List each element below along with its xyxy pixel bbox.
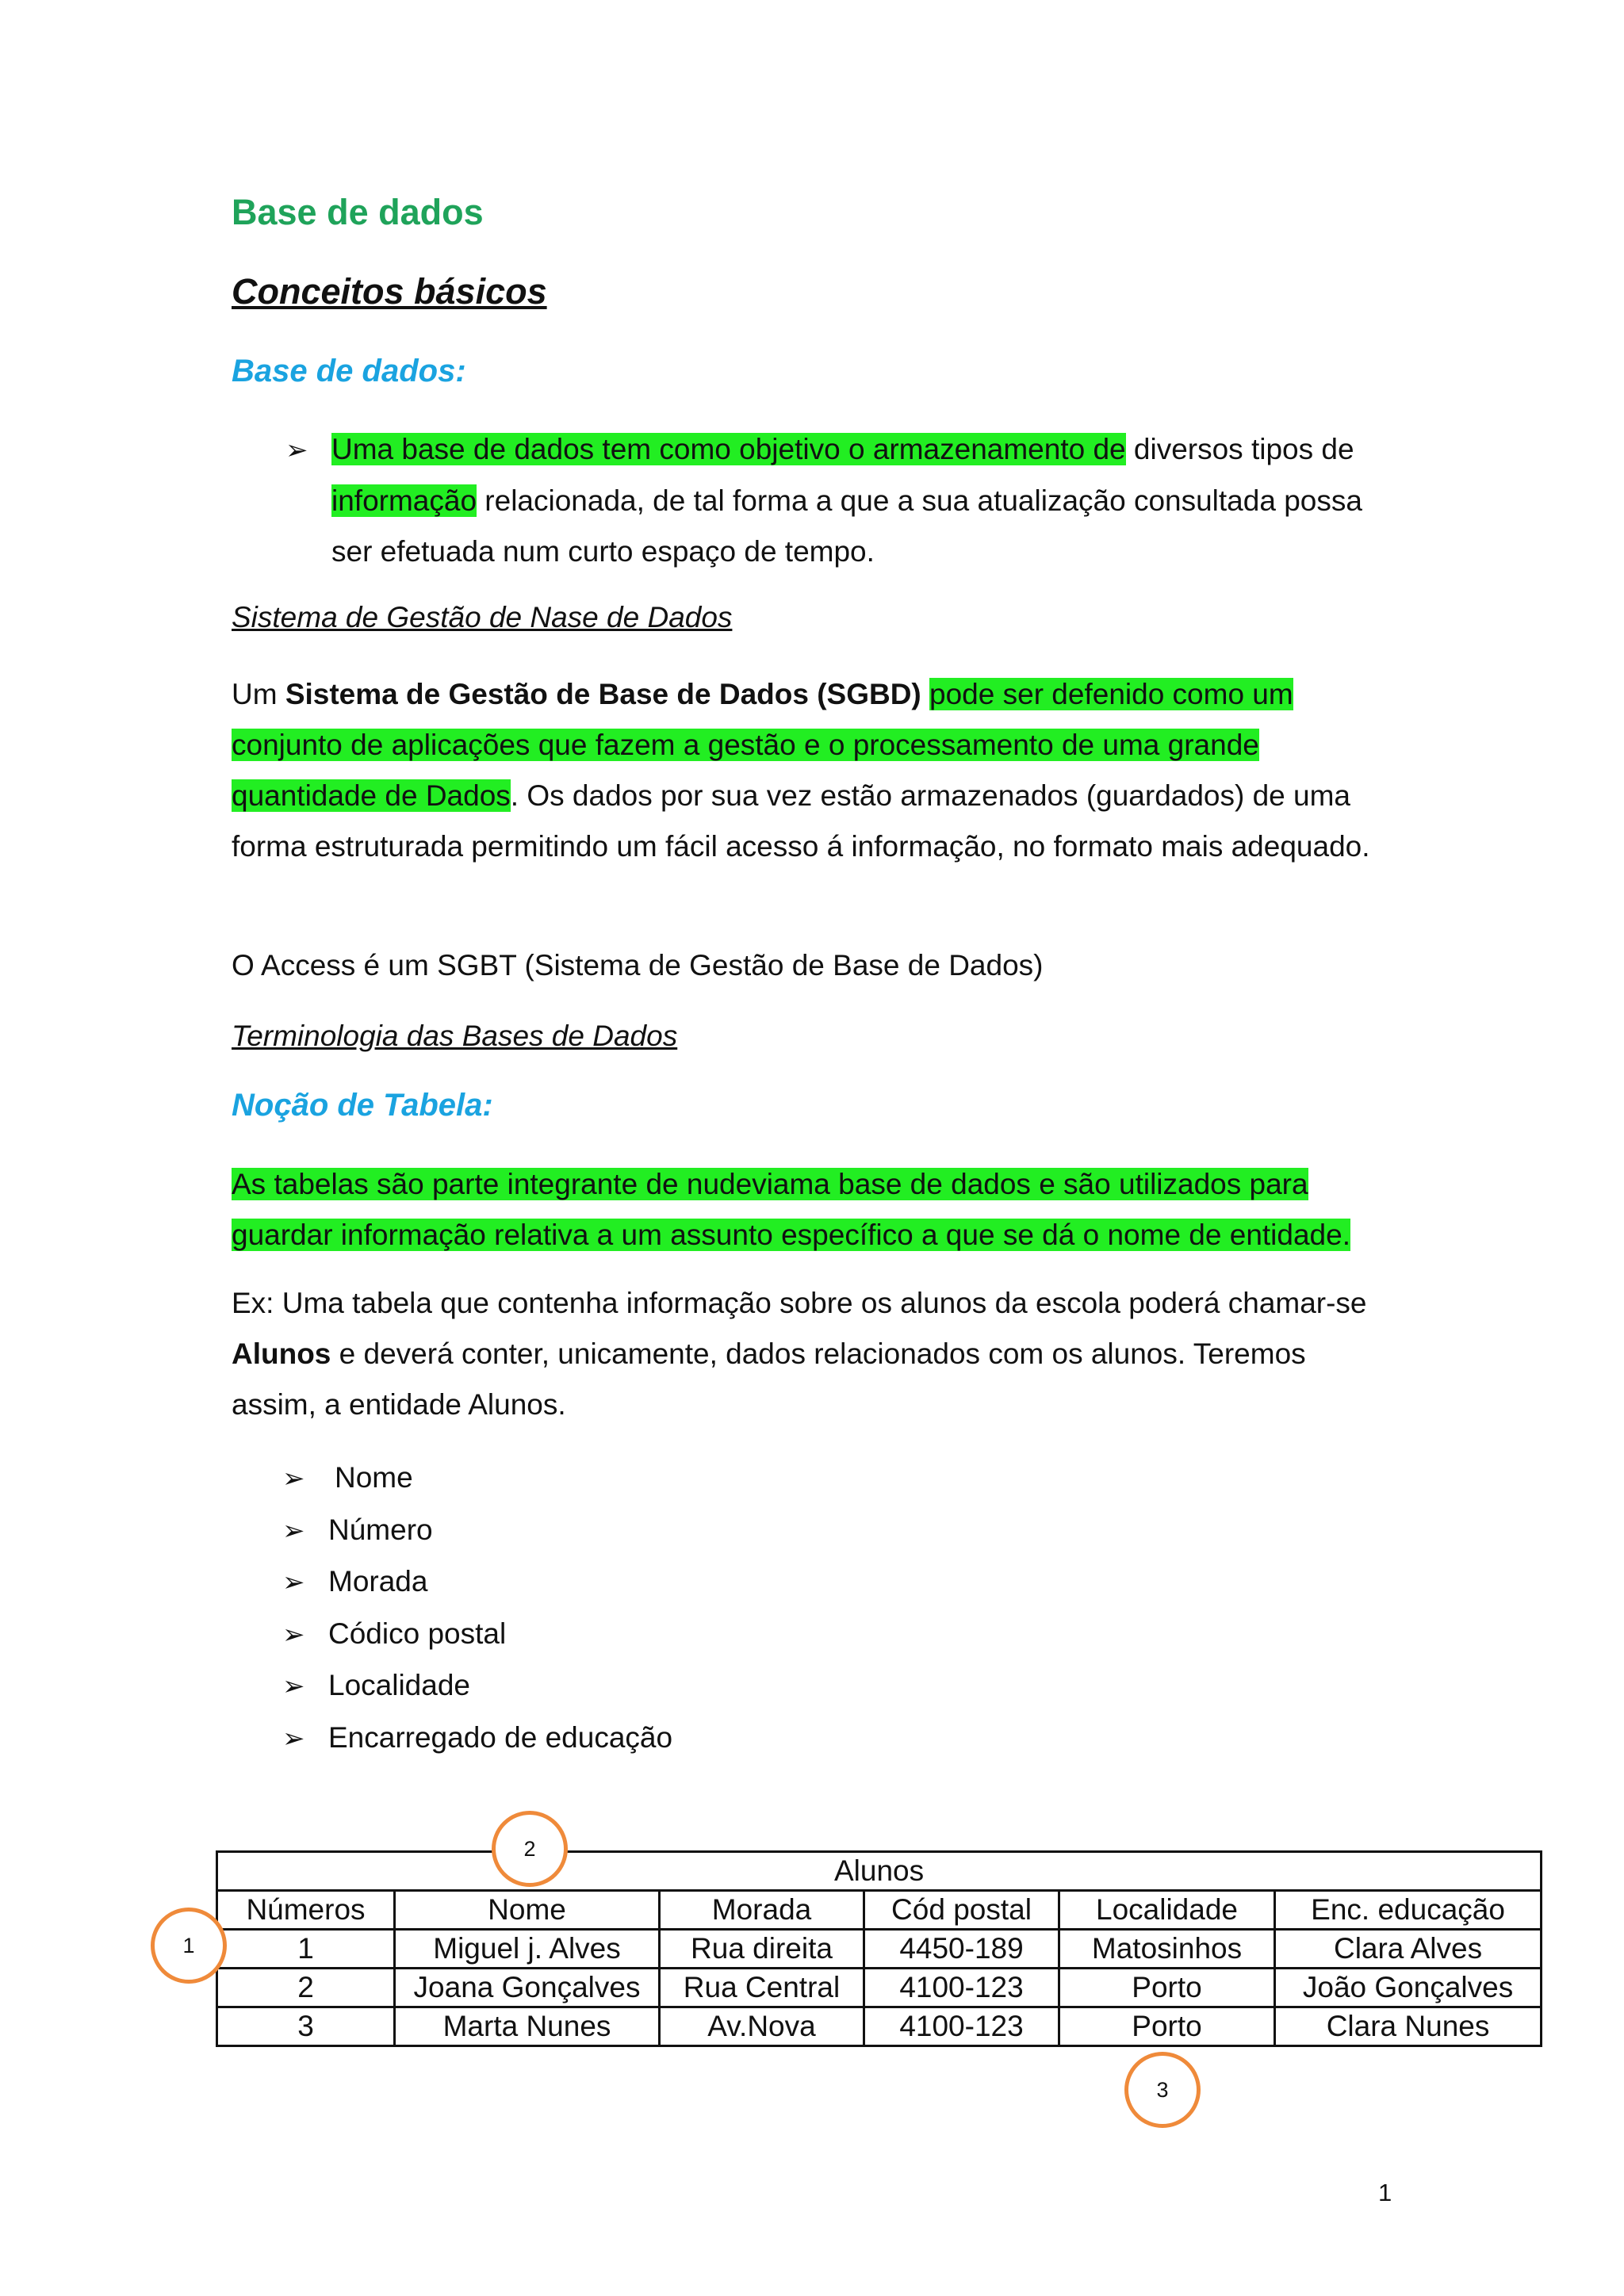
table-header-row [217, 1891, 1542, 1930]
table-cell: Joana Gonçalves [395, 1969, 660, 2007]
table-cell: Matosinhos [1059, 1930, 1275, 1969]
list-item: ➢ Códico postal [282, 1609, 672, 1661]
arrow-bullet-icon: ➢ [282, 1515, 305, 1546]
table-cell: João Gonçalves [1275, 1969, 1542, 2007]
example-paragraph: Ex: Uma tabela que contenha informação sobre os alunos da escola poderá chamar-se Alunos e deverá conter, unicamente, dados relacionados com os alunos. Teremos assim, a entidade Alunos. [232, 1287, 1367, 1421]
arrow-bullet-icon: ➢ [282, 1567, 305, 1598]
tabela-paragraph [232, 1159, 1397, 1261]
callout-circle-3: 3 [1124, 2052, 1201, 2128]
arrow-bullet-icon: ➢ [282, 1464, 305, 1494]
entity-name: Alunos [232, 1337, 331, 1370]
column-header: Localidade [1059, 1891, 1275, 1930]
table-cell: 4100-123 [864, 1969, 1059, 2007]
table-cell: 4100-123 [864, 2007, 1059, 2046]
table-cell: Miguel j. Alves [395, 1930, 660, 1969]
alunos-table [216, 1850, 1542, 2047]
highlight-text: informação [331, 484, 477, 517]
table-cell: 2 [217, 1969, 395, 2007]
page-number: 1 [1378, 2179, 1392, 2206]
access-paragraph: O Access é um SGBT (Sistema de Gestão de Base de Dados) [232, 949, 1044, 982]
list-item: ➢ Morada [282, 1556, 672, 1609]
table-cell: Rua Central [660, 1969, 864, 2007]
table-cell: Marta Nunes [395, 2007, 660, 2046]
list-item: ➢ Nome [282, 1452, 672, 1505]
section-heading-sgbd: Sistema de Gestão de Nase de Dados [232, 601, 733, 633]
table-row [217, 2007, 1542, 2046]
sgbd-term: Sistema de Gestão de Base de Dados (SGBD) [285, 678, 921, 710]
column-header: Morada [660, 1891, 864, 1930]
list-item: ➢ Número [282, 1505, 672, 1557]
section-heading-terminologia: Terminologia das Bases de Dados [232, 1020, 678, 1052]
table-caption-row [217, 1852, 1542, 1891]
column-header: Nome [395, 1891, 660, 1930]
highlight-text: pode ser defenido como um conjunto de aplicações que fazem a gestão e o processamento de uma grande quantidade de Dados [232, 678, 1293, 812]
highlight-text: Uma base de dados tem como objetivo o armazenamento de [331, 433, 1126, 465]
column-header: Cód postal [864, 1891, 1059, 1930]
table-cell: Porto [1059, 2007, 1275, 2046]
table-cell: Clara Alves [1275, 1930, 1542, 1969]
table-cell: 3 [217, 2007, 395, 2046]
document-title: Base de dados [232, 192, 484, 232]
table-row [217, 1969, 1542, 2007]
table-cell: Rua direita [660, 1930, 864, 1969]
fields-list [282, 1452, 672, 1764]
table-cell: 1 [217, 1930, 395, 1969]
table-row [217, 1930, 1542, 1969]
list-item: ➢ Localidade [282, 1660, 672, 1712]
arrow-bullet-icon: ➢ [282, 1723, 305, 1754]
callout-circle-2: 2 [492, 1811, 568, 1887]
callout-circle-1: 1 [151, 1908, 227, 1984]
section-heading-base-de-dados: Base de dados: [232, 354, 466, 388]
table-cell: 4450-189 [864, 1930, 1059, 1969]
column-header: Números [217, 1891, 395, 1930]
document-subtitle: Conceitos básicos [232, 271, 547, 312]
table-cell: Clara Nunes [1275, 2007, 1542, 2046]
section-heading-nocao-tabela: Noção de Tabela: [232, 1088, 493, 1123]
column-header: Enc. educação [1275, 1891, 1542, 1930]
table-cell: Porto [1059, 1969, 1275, 2007]
table-caption: Alunos [217, 1852, 1542, 1891]
arrow-bullet-icon: ➢ [282, 1671, 305, 1701]
definition-bullet: ➢ Uma base de dados tem como objetivo o armazenamento de diversos tipos de informação relacionada, de tal forma a que a sua atualização consultada possa ser efetuada num curto espaço de tempo. [285, 424, 1396, 577]
list-item: ➢ Encarregado de educação [282, 1712, 672, 1765]
arrow-bullet-icon: ➢ [282, 1619, 305, 1650]
table-cell: Av.Nova [660, 2007, 864, 2046]
highlight-text: As tabelas são parte integrante de nudeviama base de dados e são utilizados para guardar informação relativa a um assunto específico a que se dá o nome de entidade. [232, 1168, 1350, 1251]
arrow-bullet-icon: ➢ [285, 435, 308, 465]
sgbd-paragraph: Um Sistema de Gestão de Base de Dados (SGBD) pode ser defenido como um conjunto de aplicações que fazem a gestão e o processamento de uma grande quantidade de Dados. Os dados por sua vez estão armazenados (guardados) de uma forma estruturada permitindo um fácil acesso á informação, no formato mais adequado. [232, 678, 1370, 863]
